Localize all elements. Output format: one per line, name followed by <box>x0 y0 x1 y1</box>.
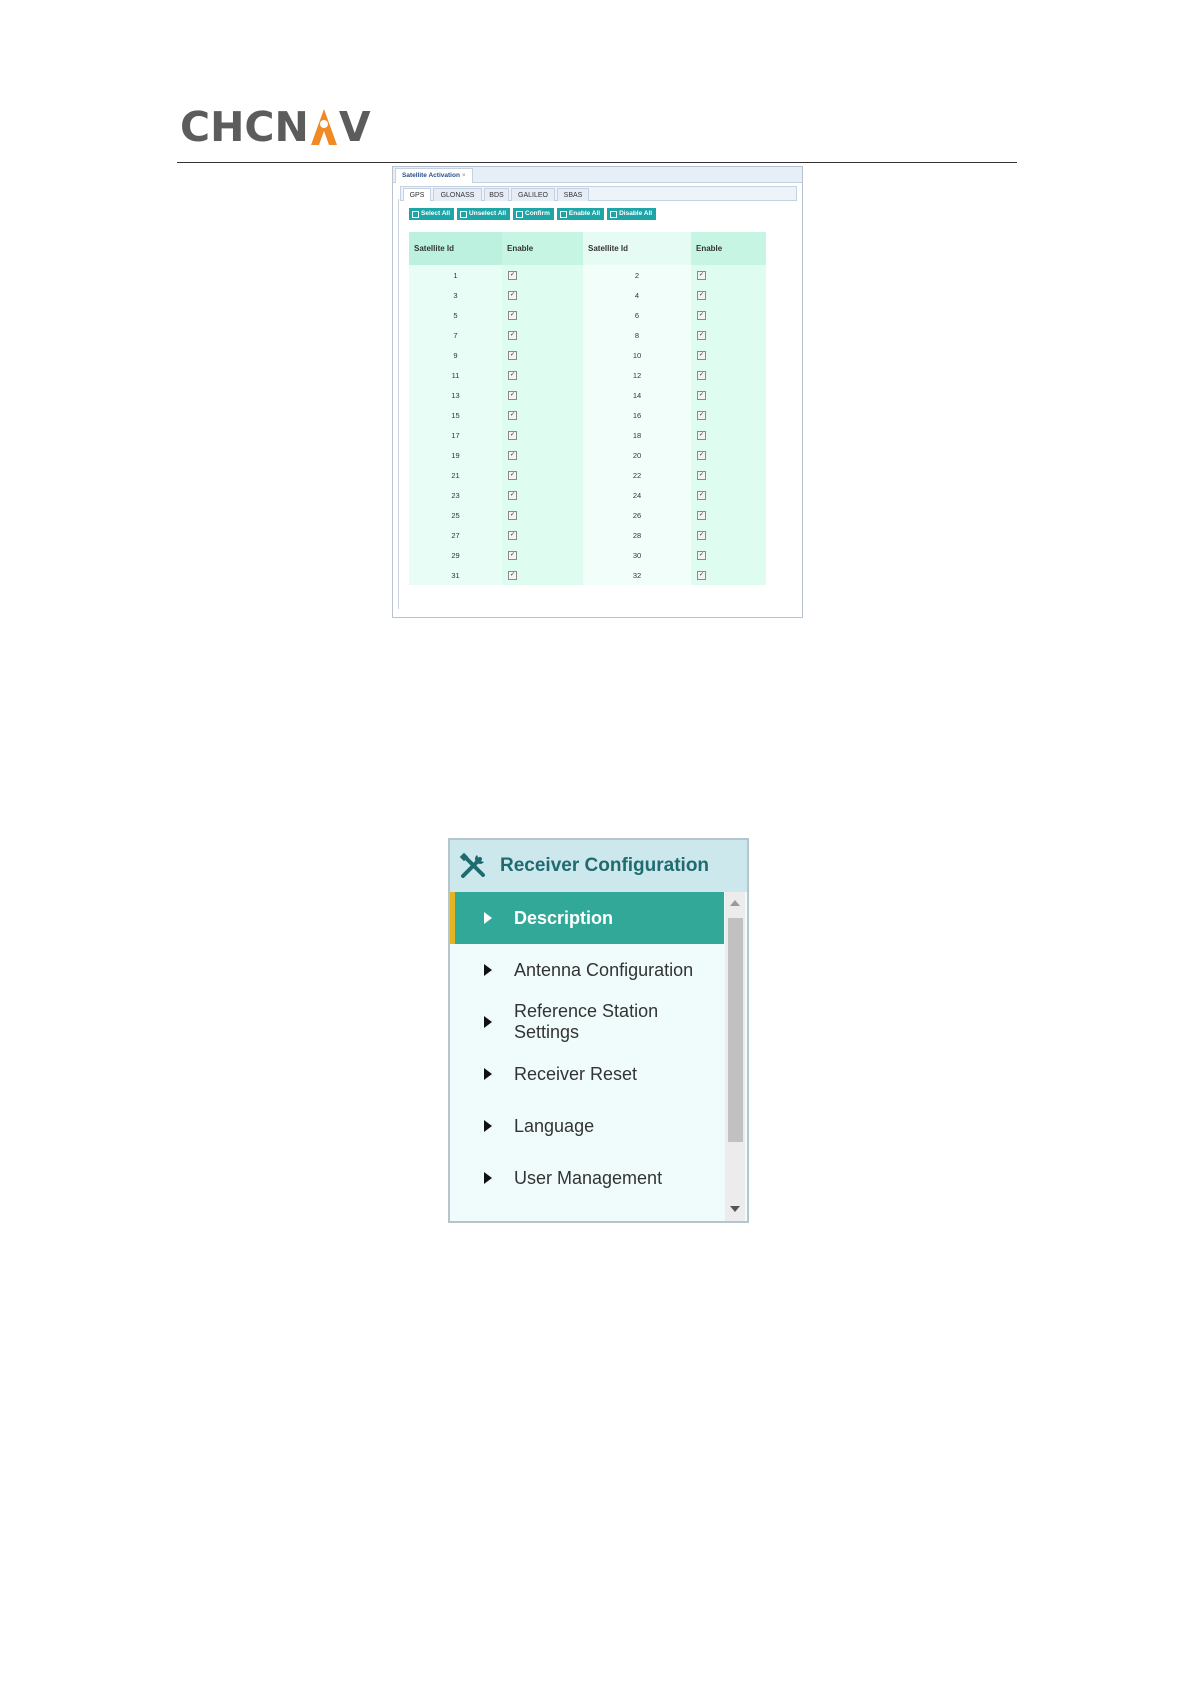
enable-checkbox[interactable]: ✓ <box>698 431 705 438</box>
enable-checkbox[interactable]: ✓ <box>698 451 705 458</box>
satellite-id-cell: 29 <box>409 545 502 565</box>
enable-checkbox[interactable]: ✓ <box>509 531 516 538</box>
satellite-id-cell: 6 <box>583 305 691 325</box>
satellite-id-cell: 30 <box>583 545 691 565</box>
disable-all-button[interactable] <box>607 208 656 220</box>
enable-cell <box>691 505 766 525</box>
enable-checkbox[interactable]: ✓ <box>698 331 705 338</box>
receiver-configuration-header[interactable] <box>450 840 747 892</box>
enable-cell <box>502 505 583 525</box>
enable-cell <box>691 425 766 445</box>
satellite-id-cell: 23 <box>409 485 502 505</box>
satellite-id-cell: 24 <box>583 485 691 505</box>
satellite-activation-window <box>392 166 803 618</box>
satellite-id-cell: 8 <box>583 325 691 345</box>
enable-checkbox[interactable]: ✓ <box>509 491 516 498</box>
menu-item-label: Reference Station Settings <box>514 1001 659 1042</box>
enable-cell <box>502 565 583 585</box>
enable-cell <box>691 565 766 585</box>
caret-right-icon <box>484 964 492 976</box>
enable-checkbox[interactable]: ✓ <box>698 471 705 478</box>
caret-right-icon <box>484 912 492 924</box>
enable-cell <box>691 305 766 325</box>
scroll-down-icon[interactable] <box>730 1206 740 1212</box>
enable-checkbox[interactable]: ✓ <box>509 271 516 278</box>
enable-cell <box>502 325 583 345</box>
enable-cell <box>691 325 766 345</box>
enable-cell <box>691 265 766 285</box>
enable-checkbox[interactable]: ✓ <box>698 531 705 538</box>
enable-cell <box>502 465 583 485</box>
caret-right-icon <box>484 1016 492 1028</box>
satellite-id-cell: 3 <box>409 285 502 305</box>
menu-item-label: Language <box>514 1115 595 1136</box>
tab-gps[interactable]: GPS <box>403 188 431 201</box>
scroll-up-icon[interactable] <box>730 900 740 906</box>
enable-checkbox[interactable]: ✓ <box>509 431 516 438</box>
save-icon <box>460 211 467 218</box>
satellite-id-cell: 25 <box>409 505 502 525</box>
enable-cell <box>502 525 583 545</box>
enable-checkbox[interactable]: ✓ <box>509 371 516 378</box>
table-row <box>409 285 766 305</box>
table-row <box>409 525 766 545</box>
column-header-enable: Enable <box>502 232 583 265</box>
enable-cell <box>691 405 766 425</box>
tab-close-icon[interactable]: × <box>461 172 466 179</box>
receiver-configuration-menu <box>450 892 724 1221</box>
satellite-id-cell: 9 <box>409 345 502 365</box>
satellite-id-cell: 31 <box>409 565 502 585</box>
satellite-id-cell: 17 <box>409 425 502 445</box>
enable-all-button[interactable] <box>557 208 604 220</box>
enable-checkbox[interactable]: ✓ <box>509 551 516 558</box>
enable-cell <box>691 285 766 305</box>
enable-cell <box>502 345 583 365</box>
satellite-id-cell: 15 <box>409 405 502 425</box>
enable-checkbox[interactable]: ✓ <box>509 511 516 518</box>
tab-glonass[interactable]: GLONASS <box>433 188 482 201</box>
tab-satellite-activation[interactable] <box>395 168 473 183</box>
caret-right-icon <box>484 1172 492 1184</box>
save-icon <box>560 211 567 218</box>
column-header-satellite-id-2: Satellite Id <box>583 232 691 265</box>
enable-cell <box>691 465 766 485</box>
enable-cell <box>502 425 583 445</box>
satellite-id-cell: 16 <box>583 405 691 425</box>
select-all-button[interactable] <box>409 208 454 220</box>
table-row <box>409 545 766 565</box>
table-row <box>409 485 766 505</box>
enable-checkbox[interactable]: ✓ <box>698 311 705 318</box>
caret-right-icon <box>484 1068 492 1080</box>
active-indicator <box>450 892 455 944</box>
button-label: Unselect All <box>469 210 506 217</box>
enable-cell <box>691 385 766 405</box>
enable-checkbox[interactable]: ✓ <box>509 471 516 478</box>
enable-cell <box>502 445 583 465</box>
satellite-table-body <box>409 265 766 585</box>
satellite-id-cell: 18 <box>583 425 691 445</box>
satellite-id-cell: 5 <box>409 305 502 325</box>
enable-cell <box>502 485 583 505</box>
satellite-id-cell: 22 <box>583 465 691 485</box>
logo-text-v: V <box>338 103 371 151</box>
satellite-id-cell: 2 <box>583 265 691 285</box>
logo-pin-icon <box>310 107 338 147</box>
enable-cell <box>691 345 766 365</box>
enable-checkbox[interactable]: ✓ <box>698 371 705 378</box>
tab-bds[interactable]: BDS <box>484 188 509 201</box>
satellite-id-cell: 20 <box>583 445 691 465</box>
button-label: Enable All <box>568 210 601 217</box>
enable-checkbox[interactable]: ✓ <box>509 351 516 358</box>
menu-item-label: Description <box>514 907 614 928</box>
window-tab-bar <box>393 167 802 183</box>
enable-checkbox[interactable]: ✓ <box>698 351 705 358</box>
menu-item-language[interactable] <box>450 1100 724 1152</box>
tab-galileo[interactable]: GALILEO <box>511 188 555 201</box>
button-label: Select All <box>421 210 451 217</box>
enable-cell <box>502 365 583 385</box>
table-row <box>409 565 766 585</box>
table-row <box>409 445 766 465</box>
table-row <box>409 365 766 385</box>
enable-cell <box>691 445 766 465</box>
satellite-id-cell: 10 <box>583 345 691 365</box>
save-icon <box>412 211 419 218</box>
satellite-id-cell: 12 <box>583 365 691 385</box>
table-row <box>409 345 766 365</box>
satellite-id-cell: 13 <box>409 385 502 405</box>
table-row <box>409 505 766 525</box>
menu-item-description[interactable] <box>450 892 724 944</box>
panel-title: Receiver Configuration <box>500 855 710 876</box>
enable-cell <box>502 405 583 425</box>
enable-checkbox[interactable]: ✓ <box>698 571 705 578</box>
panel-border <box>398 199 399 609</box>
save-icon <box>516 211 523 218</box>
enable-checkbox[interactable]: ✓ <box>698 411 705 418</box>
receiver-configuration-panel <box>448 838 749 1223</box>
table-header-row <box>409 232 766 265</box>
table-row <box>409 405 766 425</box>
menu-item-label: Antenna Configuration <box>514 959 694 980</box>
logo-text-chcn: CHCN <box>180 103 309 151</box>
menu-item-antenna-configuration[interactable] <box>450 944 724 996</box>
enable-checkbox[interactable]: ✓ <box>698 511 705 518</box>
enable-checkbox[interactable]: ✓ <box>509 411 516 418</box>
enable-checkbox[interactable]: ✓ <box>509 451 516 458</box>
satellite-id-cell: 14 <box>583 385 691 405</box>
satellite-id-cell: 4 <box>583 285 691 305</box>
enable-checkbox[interactable]: ✓ <box>698 271 705 278</box>
satellite-id-cell: 21 <box>409 465 502 485</box>
enable-cell <box>691 545 766 565</box>
menu-item-label: User Management <box>514 1167 663 1188</box>
table-row <box>409 305 766 325</box>
satellite-id-cell: 26 <box>583 505 691 525</box>
confirm-button[interactable] <box>513 208 554 220</box>
satellite-id-cell: 11 <box>409 365 502 385</box>
table-row <box>409 325 766 345</box>
enable-cell <box>502 385 583 405</box>
enable-cell <box>691 365 766 385</box>
menu-item-receiver-reset[interactable] <box>450 1048 724 1100</box>
enable-cell <box>502 265 583 285</box>
enable-checkbox[interactable]: ✓ <box>698 391 705 398</box>
enable-cell <box>502 285 583 305</box>
satellite-id-cell: 32 <box>583 565 691 585</box>
table-row <box>409 385 766 405</box>
gnss-system-tabs <box>400 186 797 201</box>
enable-cell <box>691 525 766 545</box>
save-icon <box>610 211 617 218</box>
button-label: Disable All <box>619 210 653 217</box>
table-row <box>409 465 766 485</box>
tab-sbas[interactable]: SBAS <box>557 188 589 201</box>
scrollbar-thumb[interactable] <box>728 918 743 1142</box>
chcnav-logo <box>180 105 371 149</box>
enable-checkbox[interactable]: ✓ <box>509 291 516 298</box>
satellite-id-cell: 7 <box>409 325 502 345</box>
unselect-all-button[interactable] <box>457 208 510 220</box>
satellite-table <box>409 232 766 585</box>
tools-icon <box>458 851 488 881</box>
enable-checkbox[interactable]: ✓ <box>698 291 705 298</box>
button-label: Confirm <box>525 210 550 217</box>
enable-checkbox[interactable]: ✓ <box>698 491 705 498</box>
menu-item-label: Receiver Reset <box>514 1063 638 1084</box>
column-header-satellite-id: Satellite Id <box>409 232 502 265</box>
enable-checkbox[interactable]: ✓ <box>509 571 516 578</box>
enable-checkbox[interactable]: ✓ <box>509 311 516 318</box>
satellite-id-cell: 19 <box>409 445 502 465</box>
tab-label: Satellite Activation <box>402 172 460 179</box>
enable-checkbox[interactable]: ✓ <box>698 551 705 558</box>
satellite-toolbar <box>409 208 656 220</box>
satellite-id-cell: 1 <box>409 265 502 285</box>
enable-checkbox[interactable]: ✓ <box>509 331 516 338</box>
header-divider <box>177 162 1017 163</box>
enable-cell <box>502 305 583 325</box>
enable-cell <box>502 545 583 565</box>
column-header-enable-2: Enable <box>691 232 766 265</box>
enable-cell <box>691 485 766 505</box>
satellite-id-cell: 27 <box>409 525 502 545</box>
table-row <box>409 425 766 445</box>
table-row <box>409 265 766 285</box>
enable-checkbox[interactable]: ✓ <box>509 391 516 398</box>
caret-right-icon <box>484 1120 492 1132</box>
menu-item-reference-station-settings[interactable] <box>450 996 724 1048</box>
satellite-id-cell: 28 <box>583 525 691 545</box>
menu-scrollbar[interactable] <box>725 892 745 1221</box>
menu-item-user-management[interactable] <box>450 1152 724 1204</box>
